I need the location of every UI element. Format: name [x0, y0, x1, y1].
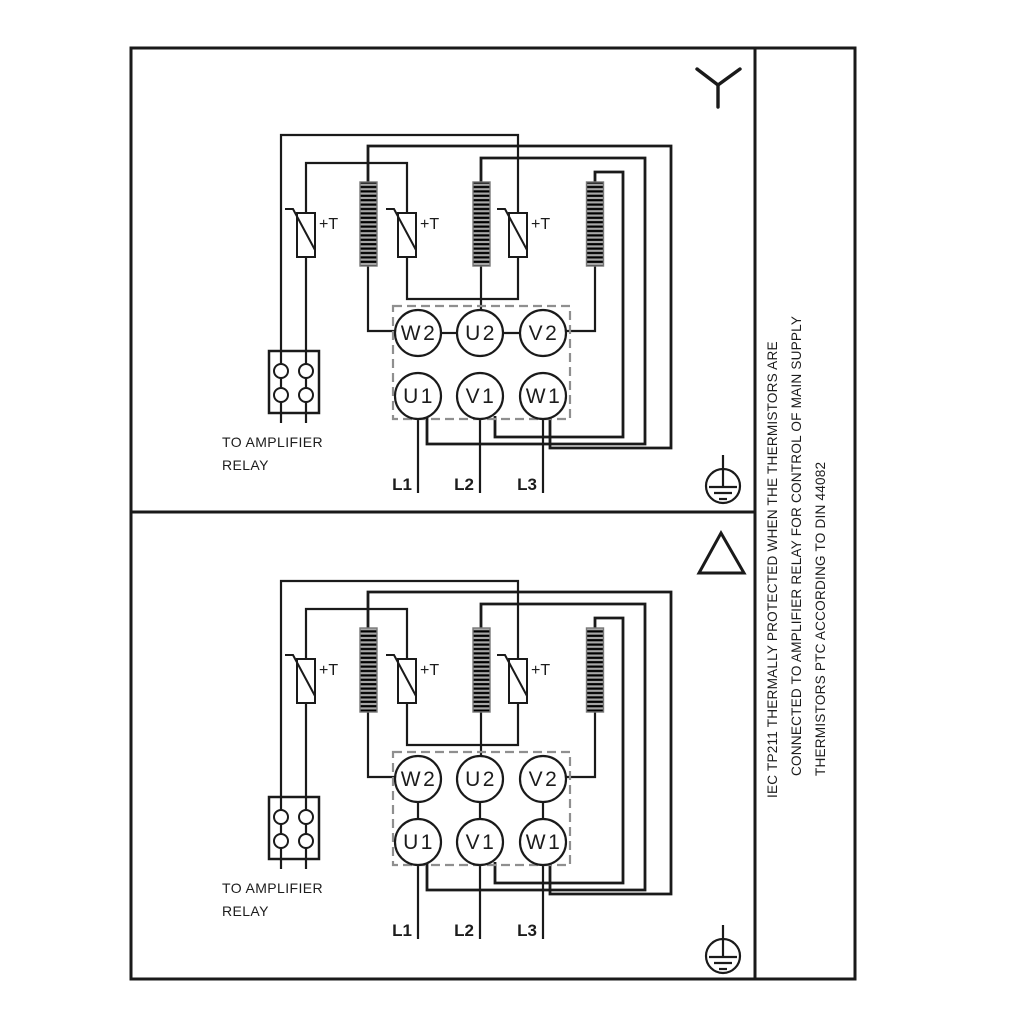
- supply-l3-label: L3: [517, 475, 537, 494]
- terminal-w2-label: W2: [400, 768, 438, 791]
- wire: [407, 703, 518, 745]
- terminal-v2-label: V2: [528, 322, 560, 345]
- thermistor-label: +T: [420, 216, 440, 233]
- relay-note-line1: TO AMPLIFIER: [222, 434, 324, 450]
- wire: [565, 712, 595, 777]
- panel-delta: [222, 533, 744, 973]
- sidebar-note-line2: CONNECTED TO AMPLIFIER RELAY FOR CONTROL OF MAIN SUPPLY: [789, 315, 804, 776]
- terminal-w1-label: W1: [525, 831, 563, 854]
- terminal-w2-label: W2: [400, 322, 438, 345]
- relay-note-line2: RELAY: [222, 457, 269, 473]
- amplifier-relay-terminals: [269, 797, 319, 859]
- thermistor-2: [386, 655, 439, 703]
- thermistor-label: +T: [319, 662, 339, 679]
- thermistor-label: +T: [531, 662, 551, 679]
- motor-winding-1: [360, 628, 377, 712]
- thermistor-2: [386, 209, 439, 257]
- thermistor-3: [497, 209, 550, 257]
- motor-winding-1: [360, 182, 377, 266]
- amplifier-relay-terminals: [269, 351, 319, 413]
- supply-l3-label: L3: [517, 921, 537, 940]
- star-connection-icon: [697, 69, 740, 107]
- motor-winding-3: [587, 628, 604, 712]
- terminal-w1-label: W1: [525, 385, 563, 408]
- terminal-u1-label: U1: [403, 831, 435, 854]
- relay-note-line2: RELAY: [222, 903, 269, 919]
- sidebar-note-line1: IEC TP211 THERMALLY PROTECTED WHEN THE THERMISTORS ARE: [765, 341, 780, 798]
- thermistor-label: +T: [319, 216, 339, 233]
- motor-winding-2: [473, 628, 490, 712]
- terminal-v1-label: V1: [465, 831, 497, 854]
- wire: [306, 609, 407, 659]
- supply-l1-label: L1: [392, 921, 412, 940]
- thermistor-1: [285, 655, 338, 703]
- thermistor-label: +T: [420, 662, 440, 679]
- motor-winding-2: [473, 182, 490, 266]
- terminal-v1-label: V1: [465, 385, 497, 408]
- motor-winding-3: [587, 182, 604, 266]
- wire: [565, 266, 595, 331]
- terminal-u1-label: U1: [403, 385, 435, 408]
- delta-connection-icon: [699, 533, 744, 573]
- panel-star: [222, 69, 740, 503]
- sidebar-note-line3: THERMISTORS PTC ACCORDING TO DIN 44082: [813, 461, 828, 776]
- terminal-v2-label: V2: [528, 768, 560, 791]
- earth-ground-icon: [706, 925, 740, 973]
- wire: [306, 163, 407, 213]
- terminal-u2-label: U2: [465, 322, 497, 345]
- earth-ground-icon: [706, 455, 740, 503]
- terminal-u2-label: U2: [465, 768, 497, 791]
- thermistor-label: +T: [531, 216, 551, 233]
- relay-note-line1: TO AMPLIFIER: [222, 880, 324, 896]
- supply-l2-label: L2: [454, 921, 474, 940]
- thermistor-1: [285, 209, 338, 257]
- wire: [407, 257, 518, 299]
- sidebar-note: [765, 316, 828, 798]
- supply-l2-label: L2: [454, 475, 474, 494]
- thermistor-3: [497, 655, 550, 703]
- supply-l1-label: L1: [392, 475, 412, 494]
